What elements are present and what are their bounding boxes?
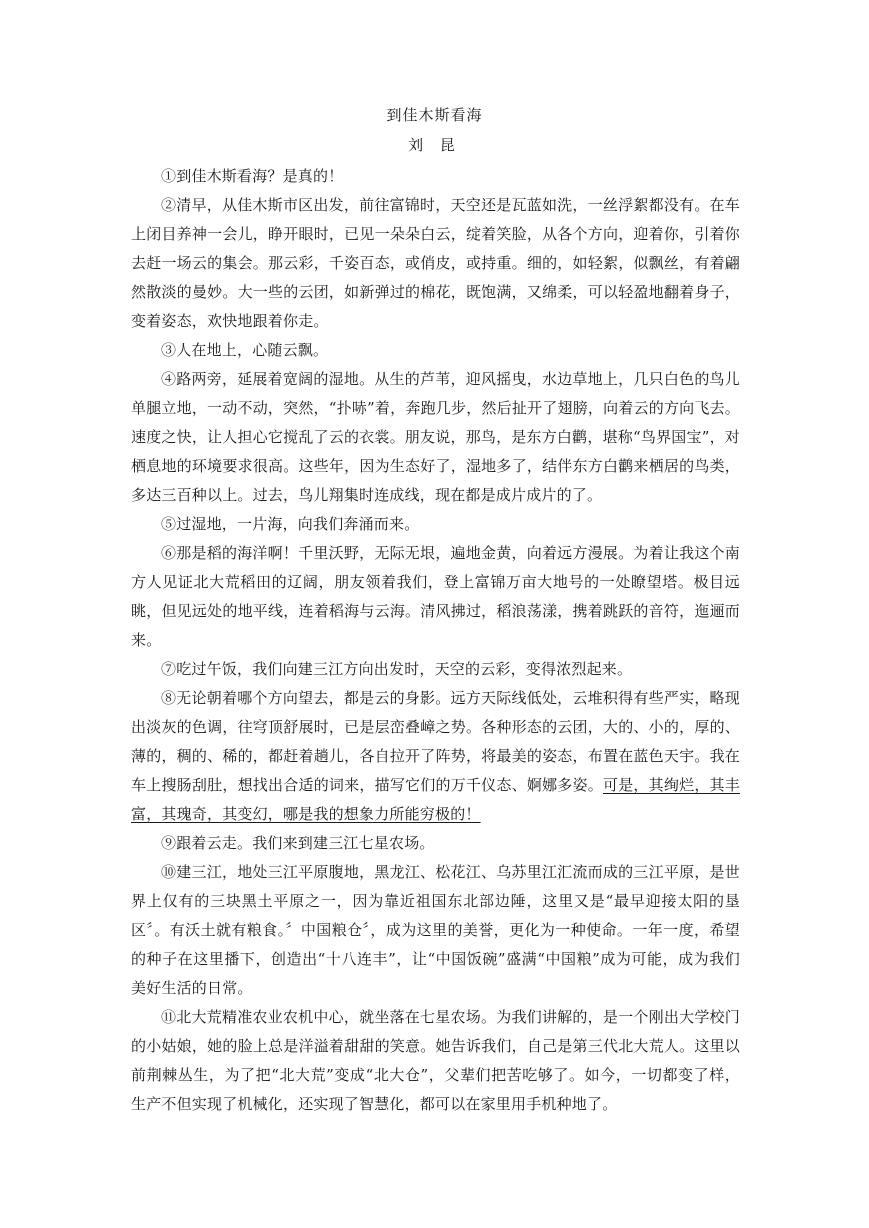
paragraph-2: ②清早，从佳木斯市区出发，前往富锦时，天空还是瓦蓝如洗，一丝浮絮都没有。在车上闭目养神一会儿，睁开眼时，已见一朵朵白云，绽着笑脸，从各个方向，迎着你，引着你去赶一场云的集会。那云彩，千姿百态，或俏皮，或持重。细的，如轻絮，似飘丝，有着翩然散淡的曼妙。大一些的云团，如新弹过的棉花，既饱满，又绵柔，可以轻盈地翻着身子，变着姿态，欢快地跟着你走。 bbox=[131, 196, 740, 330]
paragraph-8 bbox=[131, 684, 740, 829]
article-author: 刘 昆 bbox=[408, 136, 461, 154]
paragraph-7: ⑦吃过午饭，我们向建三江方向出发时，天空的云彩，变得浓烈起来。 bbox=[161, 660, 633, 678]
paragraph-9: ⑨跟着云走。我们来到建三江七星农场。 bbox=[161, 834, 435, 852]
article-body bbox=[131, 162, 740, 1119]
paragraph-4: ④路两旁，延展着宽阔的湿地。从生的芦苇，迎风摇曳，水边草地上，几只白色的鸟儿单腿立地，一动不动，突然，“扑哧”着，奔跑几步，然后扯开了翅膀，向着云的方向飞去。速度之快，让人担心它搅乱了云的衣裳。朋友说，那鸟，是东方白鹳，堪称“鸟界国宝”，对栖息地的环境要求很高。这些年，因为生态好了，湿地多了，结伴东方白鹳来栖居的鸟类，多达三百种以上。过去，鸟儿翔集时连成线，现在都是成片成片的了。 bbox=[131, 370, 740, 504]
paragraph-5: ⑤过湿地，一片海，向我们奔涌而来。 bbox=[161, 515, 420, 533]
paragraph-1: ①到佳木斯看海？是真的！ bbox=[161, 167, 344, 185]
paragraph-8-text: ⑧无论朝着哪个方向望去，都是云的身影。远方天际线低处，云堆积得有些严实，略现出淡灰的色调，往穹顶舒展时，已是层峦叠嶂之势。各种形态的云团，大的、小的，厚的、薄的，稠的、稀的，都赶着趟儿，各自拉开了阵势，将最美的姿态，布置在蓝色天宇。我在车上搜肠刮肚，想找出合适的词来，描写它们的万千仪态、婀娜多姿。 bbox=[131, 689, 740, 794]
paragraph-6: ⑥那是稻的海洋啊！千里沃野，无际无垠，遍地金黄，向着远方漫展。为着让我这个南方人见证北大荒稻田的辽阔，朋友领着我们，登上富锦万亩大地号的一处瞭望塔。极目远眺，但见远处的地平线，连着稻海与云海。清风拂过，稻浪荡漾，携着跳跃的音符，迤逦而来。 bbox=[131, 544, 740, 649]
underlined-sentence: 可是，其绚烂，其丰富，其瑰奇，其变幻，哪是我的想象力所能穷极的！ bbox=[131, 776, 740, 823]
article-title: 到佳木斯看海 bbox=[386, 106, 483, 124]
paragraph-11: ⑪北大荒精准农业农机中心，就坐落在七星农场。为我们讲解的，是一个刚出大学校门的小姑娘，她的脸上总是洋溢着甜甜的笑意。她告诉我们，自己是第三代北大荒人。这里以前荆棘丛生，为了把“北大荒”变成“北大仓”，父辈们把苦吃够了。如今，一切都变了样，生产不但实现了机械化，还实现了智慧化，都可以在家里用手机种地了。 bbox=[131, 1008, 740, 1113]
paragraph-3: ③人在地上，心随云飘。 bbox=[161, 341, 329, 359]
paragraph-10: ⑩建三江，地处三江平原腹地，黑龙江、松花江、乌苏里江汇流而成的三江平原，是世界上仅有的三块黑土平原之一，因为靠近祖国东北部边陲，这里又是“最早迎接太阳的垦区〞。有沃土就有粮食。〞中国粮仓〞，成为这里的美誉，更化为一种使命。一年一度，希望的种子在这里播下，创造出“十八连丰”，让“中国饭碗”盛满“中国粮”成为可能，成为我们美好生活的日常。 bbox=[131, 863, 740, 997]
